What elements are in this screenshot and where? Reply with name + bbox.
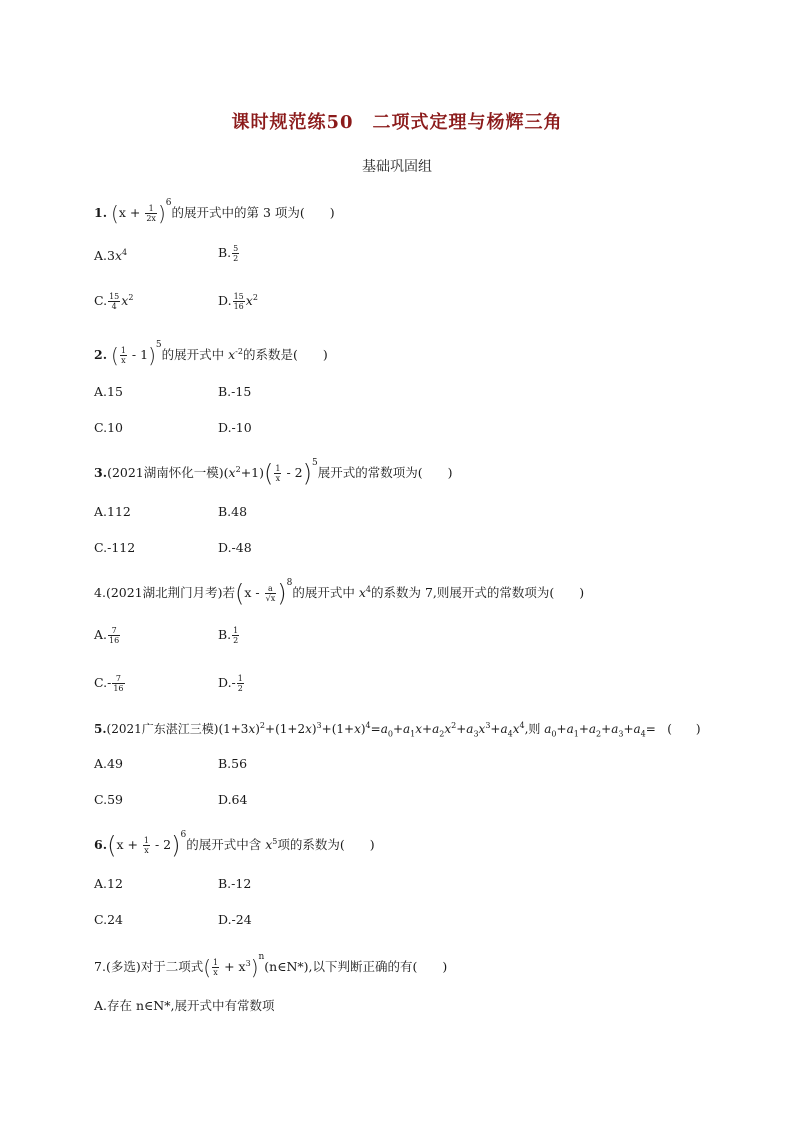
option-d: D.-24 bbox=[218, 912, 252, 927]
option-d: D.-10 bbox=[218, 420, 252, 435]
question-4: 4.(2021湖北荆门月考)若(x - $\frac{a}{√x}$ )$^8$的展开式中 $x^4$的系数为 7,则展开式的常数项为( ) bbox=[94, 578, 585, 608]
option-d: D. $\frac{15}{16}$ $x^2$ bbox=[218, 292, 258, 311]
option-d: D.- $\frac{1}{2}$ bbox=[218, 674, 243, 693]
question-6: 6.(x + $\frac{1}{x}$ - 2)$^6$的展开式中含 $x^5$项的系数为( ) bbox=[94, 830, 375, 860]
option-a: A. $\frac{7}{16}$ bbox=[94, 626, 120, 645]
option-d: D.64 bbox=[218, 792, 248, 807]
option-c: C.24 bbox=[94, 912, 123, 927]
question-number: 1. bbox=[94, 205, 108, 220]
option-b: B.56 bbox=[218, 756, 248, 771]
option-c: C.- $\frac{7}{16}$ bbox=[94, 674, 124, 693]
question-3: 3.(2021湖南怀化一模)$(x^2+1)$( $\frac{1}{x}$ - 2)$^5$展开式的常数项为( ) bbox=[94, 458, 453, 488]
option-c: C.10 bbox=[94, 420, 123, 435]
question-5: 5.(2021广东湛江三模)$(1+3x)^2+(1+2x)^3+(1+x)^4=a_0+a_1x+a_2x^2+a_3x^3+a_4x^4$,则 $a_0+a_1+a_2+a_3+a_4=$ ( ) bbox=[94, 721, 701, 739]
option-b: B. $\frac{1}{2}$ bbox=[218, 626, 239, 645]
question-7: 7.(多选)对于二项式( $\frac{1}{x}$ + $x^3)^n(n\in N*)$,以下判断正确的有( ) bbox=[94, 952, 448, 980]
option-b: B.48 bbox=[218, 504, 248, 519]
option-c: C.59 bbox=[94, 792, 123, 807]
option-a: $A.3x^4$ bbox=[94, 248, 128, 264]
option-a: A.112 bbox=[94, 504, 131, 519]
question-2: 2. ( $\frac{1}{x}$ - 1)$^5$的展开式中 $x^{-2}$的系数是( ) bbox=[94, 340, 328, 368]
option-b: B. $\frac{5}{2}$ bbox=[218, 244, 239, 263]
option-c: C. $\frac{15}{4}$ $x^2$ bbox=[94, 292, 134, 311]
option-b: B.-15 bbox=[218, 384, 252, 399]
question-1: 1. (x + $\frac{1}{2x}$ )$^6$的展开式中的第 3 项为( ) bbox=[94, 198, 335, 226]
page-title: 课时规范练50 二项式定理与杨辉三角 bbox=[231, 112, 563, 133]
question-text: 的展开式中的第 3 项为( ) bbox=[171, 205, 335, 220]
option-a: A.15 bbox=[94, 384, 123, 399]
option-c: C.-112 bbox=[94, 540, 136, 555]
section-title: 基础巩固组 bbox=[362, 159, 432, 175]
option-a: A.12 bbox=[94, 876, 123, 891]
option-d: D.-48 bbox=[218, 540, 252, 555]
option-a: A.49 bbox=[94, 756, 123, 771]
option-b: B.-12 bbox=[218, 876, 252, 891]
option-a: A.存在 n∈N*,展开式中有常数项 bbox=[94, 998, 275, 1013]
